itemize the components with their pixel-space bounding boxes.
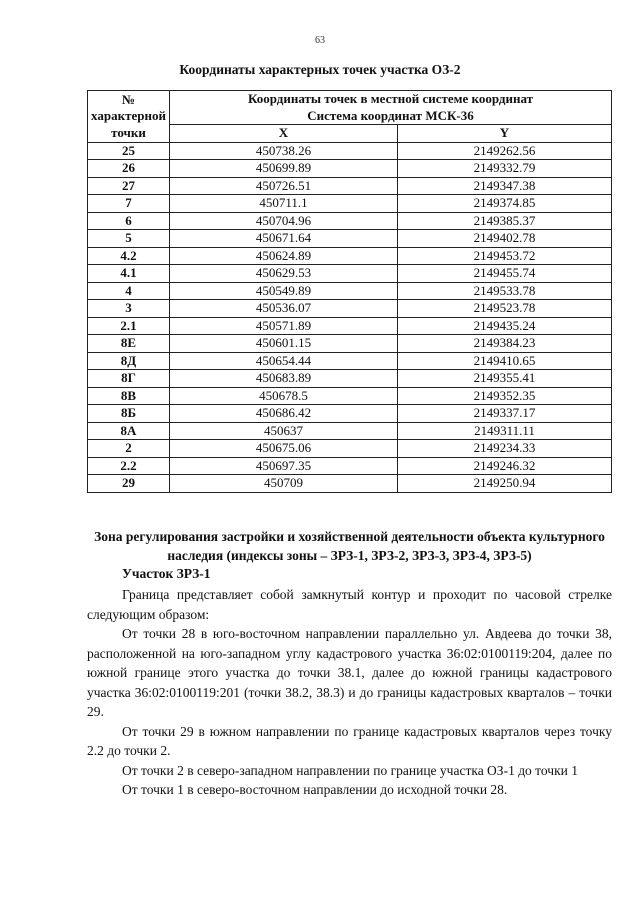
point-cell: 8Г [88, 370, 170, 388]
table-row [88, 142, 612, 160]
table-row [88, 300, 612, 318]
paragraph: От точки 1 в северо-восточном направлении до исходной точки 28. [122, 782, 508, 797]
page-number: 63 [315, 35, 325, 46]
y-cell: 2149352.35 [398, 387, 612, 405]
table-row [88, 457, 612, 475]
x-cell: 450637 [170, 422, 398, 440]
point-cell: 8Б [88, 405, 170, 423]
table-row [88, 160, 612, 178]
table-row [88, 247, 612, 265]
x-cell: 450704.96 [170, 212, 398, 230]
header-coordinates-title: Координаты точек в местной системе координат [247, 91, 534, 106]
point-cell: 26 [88, 160, 170, 178]
x-cell: 450571.89 [170, 317, 398, 335]
y-cell: 2149262.56 [398, 142, 612, 160]
paragraph: От точки 28 в юго-восточном направлении параллельно ул. Авдеева до точки 38, расположенной на юго-западном углу кадастрового участка 36:02:0100119:204, далее по южной границе этого участка до точки 38.1, далее до южной границы кадастрового участка 36:02:0100119:201 (точки 38.2, 38.3) и до границы кадастровых кварталов – точки 29. [87, 626, 612, 719]
x-cell: 450738.26 [170, 142, 398, 160]
x-cell: 450709 [170, 475, 398, 493]
point-cell: 8А [88, 422, 170, 440]
y-cell: 2149332.79 [398, 160, 612, 178]
table-row [88, 387, 612, 405]
y-cell: 2149385.37 [398, 212, 612, 230]
body-text [87, 585, 612, 800]
y-cell: 2149347.38 [398, 177, 612, 195]
table-row [88, 230, 612, 248]
header-y: Y [398, 125, 612, 143]
point-cell: 4.1 [88, 265, 170, 283]
paragraph: Граница представляет собой замкнутый контур и проходит по часовой стрелке следующим образом: [87, 587, 612, 622]
point-cell: 8Е [88, 335, 170, 353]
table-row [88, 475, 612, 493]
x-cell: 450697.35 [170, 457, 398, 475]
table-row [88, 422, 612, 440]
point-cell: 3 [88, 300, 170, 318]
table-row [88, 265, 612, 283]
point-cell: 27 [88, 177, 170, 195]
zone-title: Зона регулирования застройки и хозяйственной деятельности объекта культурного наследия (индексы зоны – ЗРЗ-1, ЗРЗ-2, ЗРЗ-3, ЗРЗ-4, ЗРЗ-5) [94, 529, 605, 563]
point-cell: 2.1 [88, 317, 170, 335]
point-cell: 5 [88, 230, 170, 248]
x-cell: 450624.89 [170, 247, 398, 265]
point-cell: 8В [88, 387, 170, 405]
x-cell: 450726.51 [170, 177, 398, 195]
table-row [88, 440, 612, 458]
y-cell: 2149453.72 [398, 247, 612, 265]
y-cell: 2149355.41 [398, 370, 612, 388]
table-title: Координаты характерных точек участка ОЗ-2 [179, 62, 461, 77]
table-row [88, 352, 612, 370]
point-cell: 8Д [88, 352, 170, 370]
x-cell: 450686.42 [170, 405, 398, 423]
table-row [88, 370, 612, 388]
y-cell: 2149533.78 [398, 282, 612, 300]
y-cell: 2149384.23 [398, 335, 612, 353]
x-cell: 450536.07 [170, 300, 398, 318]
section-title: Участок ЗРЗ-1 [122, 566, 211, 581]
header-coordinate-system: Система координат МСК-36 [307, 107, 474, 123]
x-cell: 450601.15 [170, 335, 398, 353]
x-cell: 450699.89 [170, 160, 398, 178]
y-cell: 2149250.94 [398, 475, 612, 493]
point-cell: 6 [88, 212, 170, 230]
x-cell: 450711.1 [170, 195, 398, 213]
table-row [88, 317, 612, 335]
y-cell: 2149374.85 [398, 195, 612, 213]
coordinates-table [87, 90, 612, 493]
paragraph: От точки 2 в северо-западном направлении по границе участка ОЗ-1 до точки 1 [122, 762, 579, 778]
point-cell: 2.2 [88, 457, 170, 475]
y-cell: 2149246.32 [398, 457, 612, 475]
x-cell: 450654.44 [170, 352, 398, 370]
x-cell: 450549.89 [170, 282, 398, 300]
header-x: X [170, 125, 398, 143]
y-cell: 2149435.24 [398, 317, 612, 335]
point-cell: 29 [88, 475, 170, 493]
point-cell: 2 [88, 440, 170, 458]
table-row [88, 195, 612, 213]
table-row [88, 212, 612, 230]
x-cell: 450629.53 [170, 265, 398, 283]
x-cell: 450683.89 [170, 370, 398, 388]
table-row [88, 177, 612, 195]
point-cell: 4.2 [88, 247, 170, 265]
table-row [88, 282, 612, 300]
x-cell: 450671.64 [170, 230, 398, 248]
y-cell: 2149234.33 [398, 440, 612, 458]
point-cell: 4 [88, 282, 170, 300]
x-cell: 450678.5 [170, 387, 398, 405]
y-cell: 2149337.17 [398, 405, 612, 423]
y-cell: 2149455.74 [398, 265, 612, 283]
y-cell: 2149410.65 [398, 352, 612, 370]
point-cell: 7 [88, 195, 170, 213]
y-cell: 2149311.11 [398, 422, 612, 440]
header-coordinates [170, 91, 612, 125]
y-cell: 2149523.78 [398, 300, 612, 318]
y-cell: 2149402.78 [398, 230, 612, 248]
table-row [88, 335, 612, 353]
header-point-number: № характерной точки [88, 91, 170, 143]
table-row [88, 405, 612, 423]
paragraph: От точки 29 в южном направлении по границе кадастровых кварталов через точку 2.2 до точки 2. [87, 723, 612, 758]
x-cell: 450675.06 [170, 440, 398, 458]
point-cell: 25 [88, 142, 170, 160]
